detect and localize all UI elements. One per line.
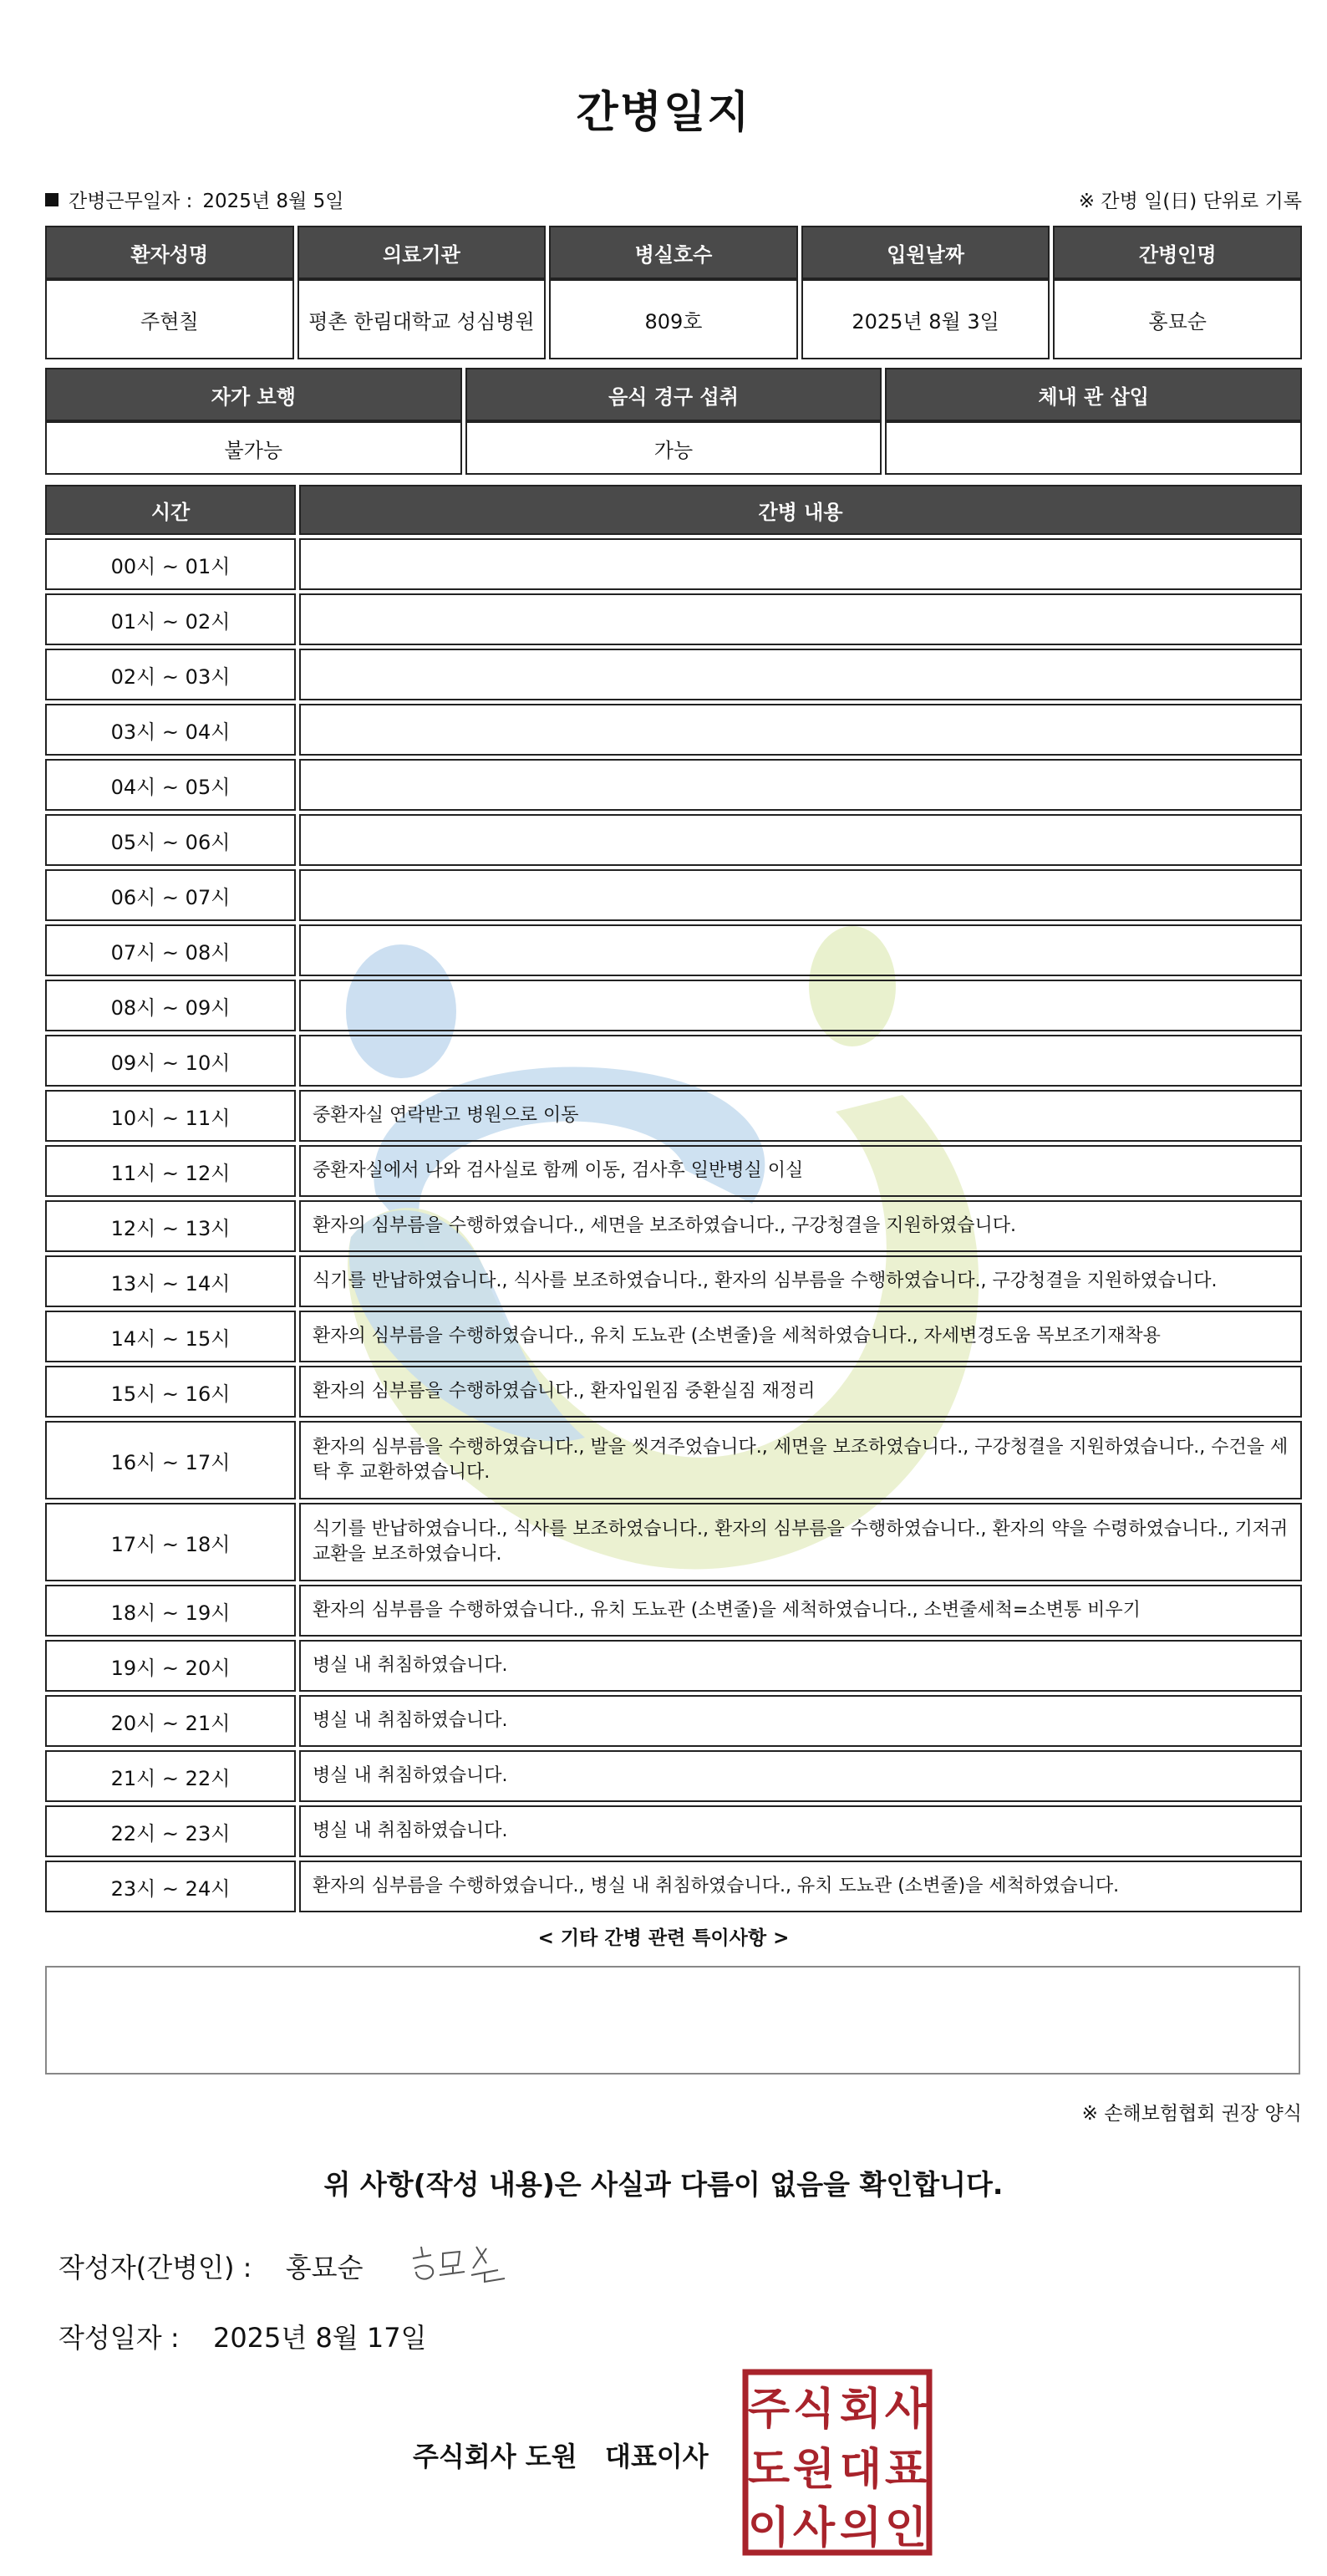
- svg-text:도: 도: [747, 2445, 791, 2495]
- log-row: [45, 1585, 1302, 1637]
- room-number: 809호: [549, 279, 798, 359]
- log-content: [299, 538, 1302, 590]
- log-time: 07시 ~ 08시: [45, 924, 296, 976]
- log-time: 12시 ~ 13시: [45, 1200, 296, 1252]
- log-time: 15시 ~ 16시: [45, 1366, 296, 1418]
- log-content: [299, 814, 1302, 866]
- header-admission-date: 입원날짜: [801, 226, 1050, 279]
- self-walking-value: 불가능: [45, 421, 462, 475]
- admission-date: 2025년 8월 3일: [801, 279, 1050, 359]
- log-time: 11시 ~ 12시: [45, 1145, 296, 1197]
- svg-text:식: 식: [792, 2385, 836, 2435]
- log-row: [45, 1366, 1302, 1418]
- care-date-value: 2025년 8월 5일: [202, 191, 344, 212]
- log-content: [299, 980, 1302, 1031]
- company-seal-stamp: [742, 2369, 933, 2556]
- log-row: [45, 1503, 1302, 1581]
- log-time: 09시 ~ 10시: [45, 1035, 296, 1087]
- log-row: [45, 649, 1302, 700]
- header-patient-name: 환자성명: [45, 226, 294, 279]
- log-time: 21시 ~ 22시: [45, 1750, 296, 1802]
- log-row: [45, 1640, 1302, 1692]
- svg-text:이: 이: [747, 2503, 791, 2553]
- company-ceo-line: 주식회사 도원 대표이사: [413, 2441, 709, 2472]
- header-caregiver-name: 간병인명: [1053, 226, 1302, 279]
- header-room: 병실호수: [549, 226, 798, 279]
- log-content: 중환자실 연락받고 병원으로 이동: [299, 1090, 1302, 1142]
- writer-name: 홍묘순: [285, 2252, 364, 2283]
- log-row: [45, 1861, 1302, 1912]
- log-time: 14시 ~ 15시: [45, 1311, 296, 1362]
- log-content: [299, 869, 1302, 921]
- log-content: [299, 1035, 1302, 1087]
- log-content: 환자의 심부름을 수행하였습니다., 환자입원짐 중환실짐 재정리: [299, 1366, 1302, 1418]
- log-content: 병실 내 취침하였습니다.: [299, 1750, 1302, 1802]
- log-row: [45, 924, 1302, 976]
- log-row: [45, 1035, 1302, 1087]
- log-row: [45, 704, 1302, 756]
- log-time: 23시 ~ 24시: [45, 1861, 296, 1912]
- page-title: 간병일지: [576, 88, 751, 138]
- log-content: 환자의 심부름을 수행하였습니다., 세면을 보조하였습니다., 구강청결을 지원하였습니다.: [299, 1200, 1302, 1252]
- caregiver-name: 홍묘순: [1053, 279, 1302, 359]
- daily-record-note: ※ 간병 일(日) 단위로 기록: [1078, 191, 1302, 212]
- svg-text:사: 사: [884, 2385, 928, 2435]
- log-content: 환자의 심부름을 수행하였습니다., 병실 내 취침하였습니다., 유치 도뇨관 (소변줄)을 세척하였습니다.: [299, 1861, 1302, 1912]
- log-row: [45, 1311, 1302, 1362]
- log-content: 식기를 반납하였습니다., 식사를 보조하였습니다., 환자의 심부름을 수행하였습니다., 구강청결을 지원하였습니다.: [299, 1255, 1302, 1307]
- log-content: [299, 759, 1302, 811]
- log-row: [45, 1255, 1302, 1307]
- patient-status-table: [42, 368, 1305, 475]
- log-time: 18시 ~ 19시: [45, 1585, 296, 1637]
- patient-name: 주현칠: [45, 279, 294, 359]
- log-row: [45, 1200, 1302, 1252]
- bullet-square-icon: [45, 193, 58, 206]
- log-row: [45, 1145, 1302, 1197]
- written-date-label: 작성일자 :: [58, 2322, 180, 2354]
- header-institution: 의료기관: [297, 226, 547, 279]
- log-row: [45, 1750, 1302, 1802]
- log-row: [45, 869, 1302, 921]
- log-content: 병실 내 취침하였습니다.: [299, 1695, 1302, 1747]
- svg-text:대: 대: [839, 2445, 882, 2495]
- log-time: 00시 ~ 01시: [45, 538, 296, 590]
- log-row: [45, 1695, 1302, 1747]
- log-content: 병실 내 취침하였습니다.: [299, 1805, 1302, 1857]
- log-time: 08시 ~ 09시: [45, 980, 296, 1031]
- written-date-value: 2025년 8월 17일: [212, 2322, 427, 2354]
- log-content: 환자의 심부름을 수행하였습니다., 유치 도뇨관 (소변줄)을 세척하였습니다., 소변줄세척=소변통 비우기: [299, 1585, 1302, 1637]
- log-row: [45, 1805, 1302, 1857]
- hourly-care-log-table: [42, 481, 1305, 1916]
- svg-text:의: 의: [839, 2503, 882, 2553]
- log-time: 01시 ~ 02시: [45, 593, 296, 645]
- log-time: 02시 ~ 03시: [45, 649, 296, 700]
- log-row: [45, 1421, 1302, 1499]
- log-row: [45, 814, 1302, 866]
- log-content: 중환자실에서 나와 검사실로 함께 이동, 검사후 일반병실 이실: [299, 1145, 1302, 1197]
- log-content: [299, 593, 1302, 645]
- recommended-form-note: ※ 손해보험협회 권장 양식: [1081, 2103, 1302, 2125]
- log-time: 22시 ~ 23시: [45, 1805, 296, 1857]
- header-care-content: 간병 내용: [299, 485, 1302, 535]
- log-content: 환자의 심부름을 수행하였습니다., 유치 도뇨관 (소변줄)을 세척하였습니다., 자세변경도움 목보조기재착용: [299, 1311, 1302, 1362]
- log-row: [45, 980, 1302, 1031]
- svg-text:원: 원: [792, 2445, 836, 2495]
- header-self-walking: 자가 보행: [45, 368, 462, 421]
- log-time: 20시 ~ 21시: [45, 1695, 296, 1747]
- log-row: [45, 1090, 1302, 1142]
- log-content: [299, 649, 1302, 700]
- handwritten-signature: [406, 2235, 523, 2293]
- log-time: 06시 ~ 07시: [45, 869, 296, 921]
- header-tube-insertion: 체내 관 삽입: [885, 368, 1302, 421]
- log-row: [45, 759, 1302, 811]
- log-content: [299, 704, 1302, 756]
- log-time: 04시 ~ 05시: [45, 759, 296, 811]
- log-time: 16시 ~ 17시: [45, 1421, 296, 1499]
- oral-intake-value: 가능: [465, 421, 882, 475]
- log-time: 17시 ~ 18시: [45, 1503, 296, 1581]
- log-row: [45, 538, 1302, 590]
- log-time: 05시 ~ 06시: [45, 814, 296, 866]
- writer-line: [58, 2247, 364, 2285]
- log-content: [299, 924, 1302, 976]
- log-time: 03시 ~ 04시: [45, 704, 296, 756]
- tube-insertion-value: [885, 421, 1302, 475]
- header-oral-intake: 음식 경구 섭취: [465, 368, 882, 421]
- svg-text:주: 주: [747, 2385, 791, 2435]
- log-row: [45, 593, 1302, 645]
- log-content: 식기를 반납하였습니다., 식사를 보조하였습니다., 환자의 심부름을 수행하였습니다., 환자의 약을 수령하였습니다., 기저귀 교환을 보조하였습니다.: [299, 1503, 1302, 1581]
- log-time: 10시 ~ 11시: [45, 1090, 296, 1142]
- svg-text:사: 사: [792, 2503, 836, 2553]
- care-date-label: 간병근무일자 :: [69, 191, 193, 212]
- written-date-line: [58, 2317, 427, 2355]
- log-content: 환자의 심부름을 수행하였습니다., 발을 씻겨주었습니다., 세면을 보조하였습니다., 구강청결을 지원하였습니다., 수건을 세탁 후 교환하였습니다.: [299, 1421, 1302, 1499]
- care-date-row: [45, 186, 1302, 219]
- notes-heading: < 기타 간병 관련 특이사항 >: [537, 1927, 790, 1949]
- patient-info-table: [42, 226, 1305, 359]
- svg-text:표: 표: [884, 2445, 928, 2495]
- notes-box: [45, 1966, 1300, 2075]
- svg-text:회: 회: [839, 2385, 882, 2435]
- confirmation-statement: 위 사항(작성 내용)은 사실과 다름이 없음을 확인합니다.: [323, 2168, 1004, 2201]
- log-time: 13시 ~ 14시: [45, 1255, 296, 1307]
- institution-name: 평촌 한림대학교 성심병원: [297, 279, 547, 359]
- log-time: 19시 ~ 20시: [45, 1640, 296, 1692]
- svg-text:인: 인: [884, 2503, 928, 2553]
- log-content: 병실 내 취침하였습니다.: [299, 1640, 1302, 1692]
- writer-label: 작성자(간병인) :: [58, 2252, 252, 2283]
- header-time: 시간: [45, 485, 296, 535]
